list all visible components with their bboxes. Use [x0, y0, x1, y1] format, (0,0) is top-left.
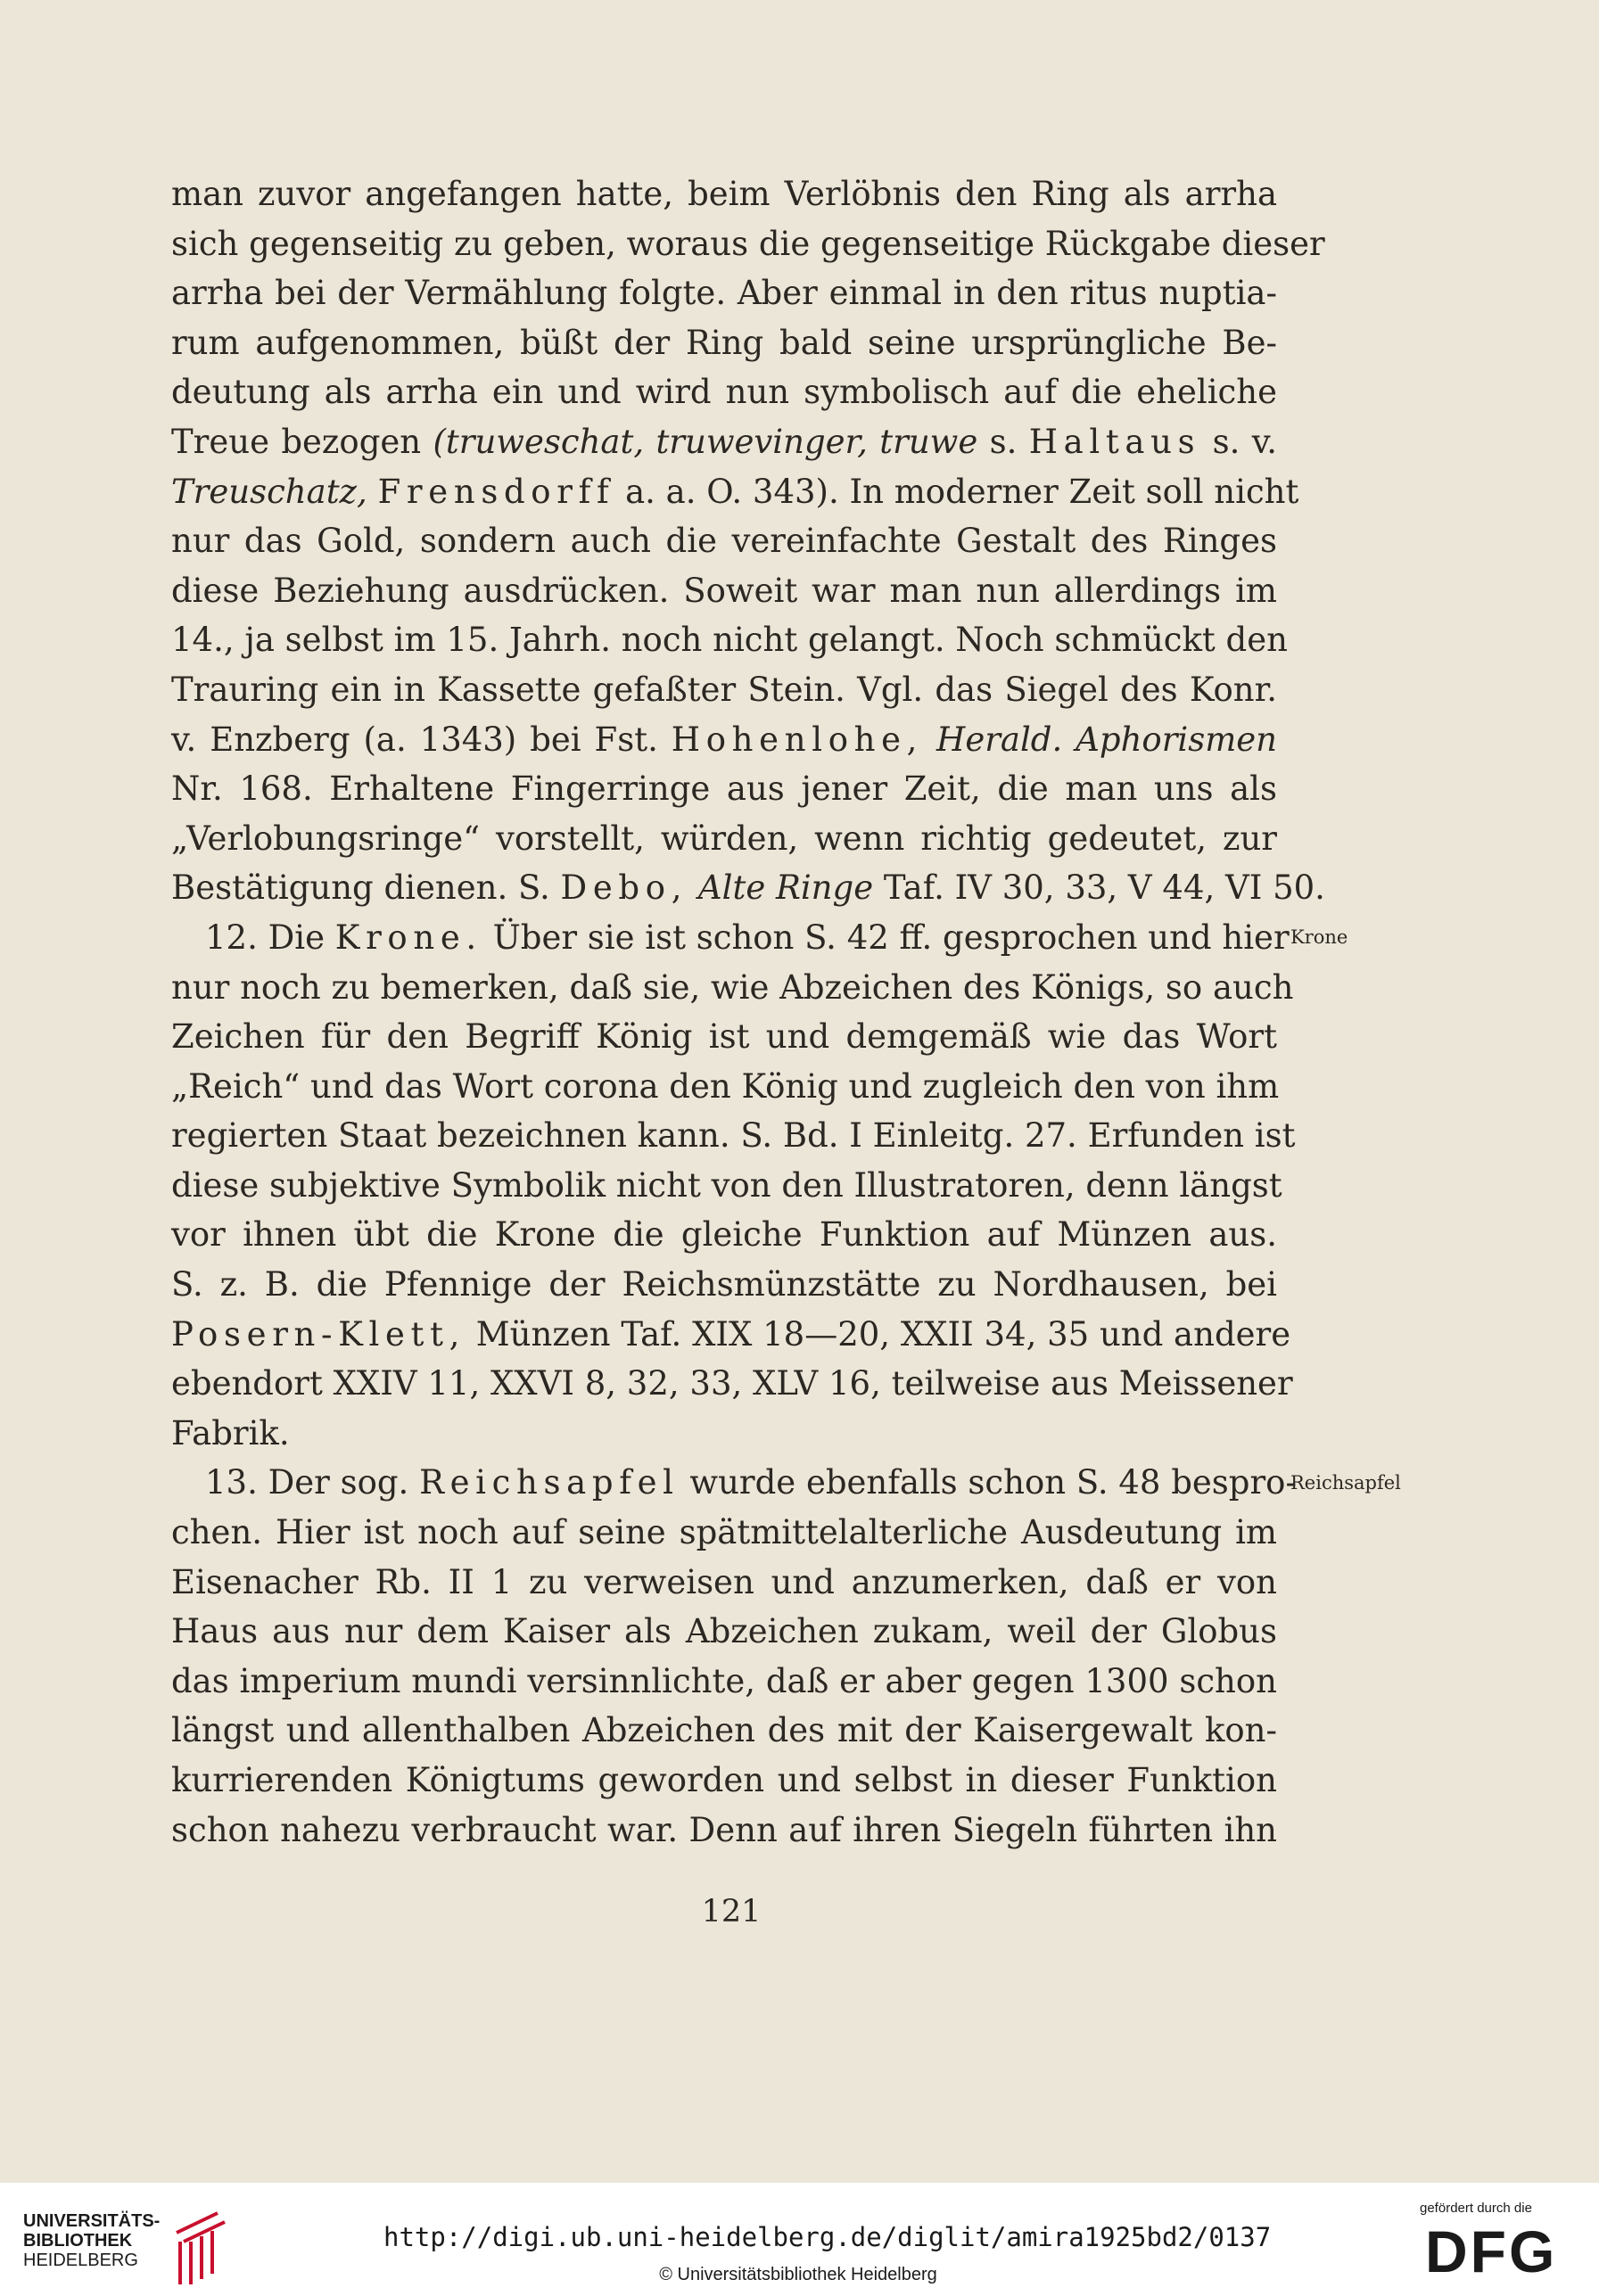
footer-bar [0, 2183, 1599, 2296]
italic-text: (truweschat, truwevinger, truwe [433, 422, 978, 461]
body-text [171, 169, 1325, 1855]
text-line: Zeichen für den Begriff König ist und demgemäß wie das Wort [171, 1017, 1277, 1057]
italic-text: Herald. Aphorismen [936, 720, 1278, 759]
funding-note: gefördert durch die [1420, 2201, 1532, 2216]
copyright-notice: © Universitätsbibliothek Heidelberg [659, 2265, 937, 2284]
text-line: Treuschatz, Frensdorff a. a. O. 343). In moderner Zeit soll nicht [171, 472, 1299, 511]
text-line: deutung als arrha ein und wird nun symbolisch auf die eheliche [171, 373, 1277, 412]
text-line: 13. Der sog. Reichsapfel wurde ebenfalls schon S. 48 bespro- [205, 1463, 1297, 1502]
library-name-line-2: BIBLIOTHEK [23, 2231, 133, 2251]
spaced-text: Haltaus [1028, 422, 1201, 461]
library-logo[interactable] [23, 2211, 228, 2283]
library-name-line-3: HEIDELBERG [23, 2251, 138, 2270]
text-line: 14., ja selbst im 15. Jahrh. noch nicht gelangt. Noch schmückt den [171, 621, 1288, 660]
dfg-logo[interactable]: DFG [1425, 2218, 1558, 2284]
italic-text: Treuschatz, [171, 472, 367, 511]
text-line: 12. Die Krone. Über sie ist schon S. 42 ff. gesprochen und hier [205, 918, 1290, 957]
text-line: Posern-Klett, Münzen Taf. XIX 18—20, XXII 34, 35 und andere [171, 1314, 1291, 1354]
spaced-text: Posern-Klett, [171, 1314, 466, 1354]
text-line: „Reich“ und das Wort corona den König und zugleich den von ihm [171, 1066, 1280, 1106]
text-line: S. z. B. die Pfennige der Reichsmünzstätte zu Nordhausen, bei [171, 1265, 1277, 1304]
text-line: längst und allenthalben Abzeichen des mit der Kaisergewalt kon- [171, 1711, 1277, 1750]
text-line: man zuvor angefangen hatte, beim Verlöbnis den Ring als arrha [171, 175, 1277, 213]
text-line: regierten Staat bezeichnen kann. S. Bd. I Einleitg. 27. Erfunden ist [171, 1116, 1296, 1156]
page-number: 121 [701, 1894, 762, 1930]
text-line: schon nahezu verbraucht war. Denn auf ihren Siegeln führten ihn [171, 1810, 1277, 1849]
text-line: Fabrik. [171, 1413, 290, 1452]
spaced-text: Debo, [560, 868, 688, 908]
spaced-text: Frensdorff [377, 472, 615, 511]
text-line: Trauring ein in Kassette gefaßter Stein. Vgl. das Siegel des Konr. [171, 670, 1277, 709]
spaced-text: Krone. [334, 918, 482, 957]
library-mark-icon [168, 2206, 239, 2286]
margin-note: Reichsapfel [1290, 1471, 1401, 1494]
text-line: Eisenacher Rb. II 1 zu verweisen und anzumerken, daß er von [171, 1562, 1277, 1601]
text-line: diese Beziehung ausdrücken. Soweit war man nun allerdings im [171, 571, 1277, 610]
library-name-line-1: UNIVERSITÄTS- [23, 2211, 161, 2231]
margin-note: Krone [1290, 926, 1348, 948]
text-line: rum aufgenommen, büßt der Ring bald seine ursprüngliche Be- [171, 323, 1277, 362]
spaced-text: Reichsapfel [419, 1463, 680, 1502]
text-line: vor ihnen übt die Krone die gleiche Funktion auf Münzen aus. [171, 1215, 1277, 1255]
text-line: nur noch zu bemerken, daß sie, wie Abzeichen des Königs, so auch [171, 967, 1294, 1007]
text-line: kurrierenden Königtums geworden und selbst in dieser Funktion [171, 1761, 1277, 1799]
text-line: chen. Hier ist noch auf seine spätmittelalterliche Ausdeutung im [171, 1513, 1277, 1552]
text-line: Treue bezogen (truweschat, truwevinger, truwe s. Haltaus s. v. [171, 422, 1277, 461]
text-line: „Verlobungsringe“ vorstellt, würden, wenn richtig gedeutet, zur [171, 819, 1277, 858]
permalink-url[interactable]: http://digi.ub.uni-heidelberg.de/diglit/amira1925bd2/0137 [383, 2222, 1272, 2252]
text-line: v. Enzberg (a. 1343) bei Fst. Hohenlohe, Herald. Aphorismen [171, 720, 1278, 759]
text-line: Haus aus nur dem Kaiser als Abzeichen zukam, weil der Globus [171, 1612, 1277, 1651]
text-line: Nr. 168. Erhaltene Fingerringe aus jener Zeit, die man uns als [171, 769, 1277, 809]
spaced-text: Hohenlohe, [671, 720, 924, 759]
text-line: ebendort XXIV 11, XXVI 8, 32, 33, XLV 16, teilweise aus Meissener [171, 1364, 1293, 1403]
italic-text: Alte Ringe [697, 868, 874, 908]
text-line: diese subjektive Symbolik nicht von den Illustratoren, denn längst [171, 1165, 1282, 1205]
text-line: nur das Gold, sondern auch die vereinfachte Gestalt des Ringes [171, 522, 1277, 561]
text-line: Bestätigung dienen. S. Debo, Alte Ringe Taf. IV 30, 33, V 44, VI 50. [171, 868, 1325, 908]
text-line: das imperium mundi versinnlichte, daß er aber gegen 1300 schon [171, 1661, 1277, 1700]
text-line: sich gegenseitig zu geben, woraus die gegenseitige Rückgabe dieser [171, 224, 1325, 263]
text-line: arrha bei der Vermählung folgte. Aber einmal in den ritus nuptia- [171, 274, 1277, 313]
